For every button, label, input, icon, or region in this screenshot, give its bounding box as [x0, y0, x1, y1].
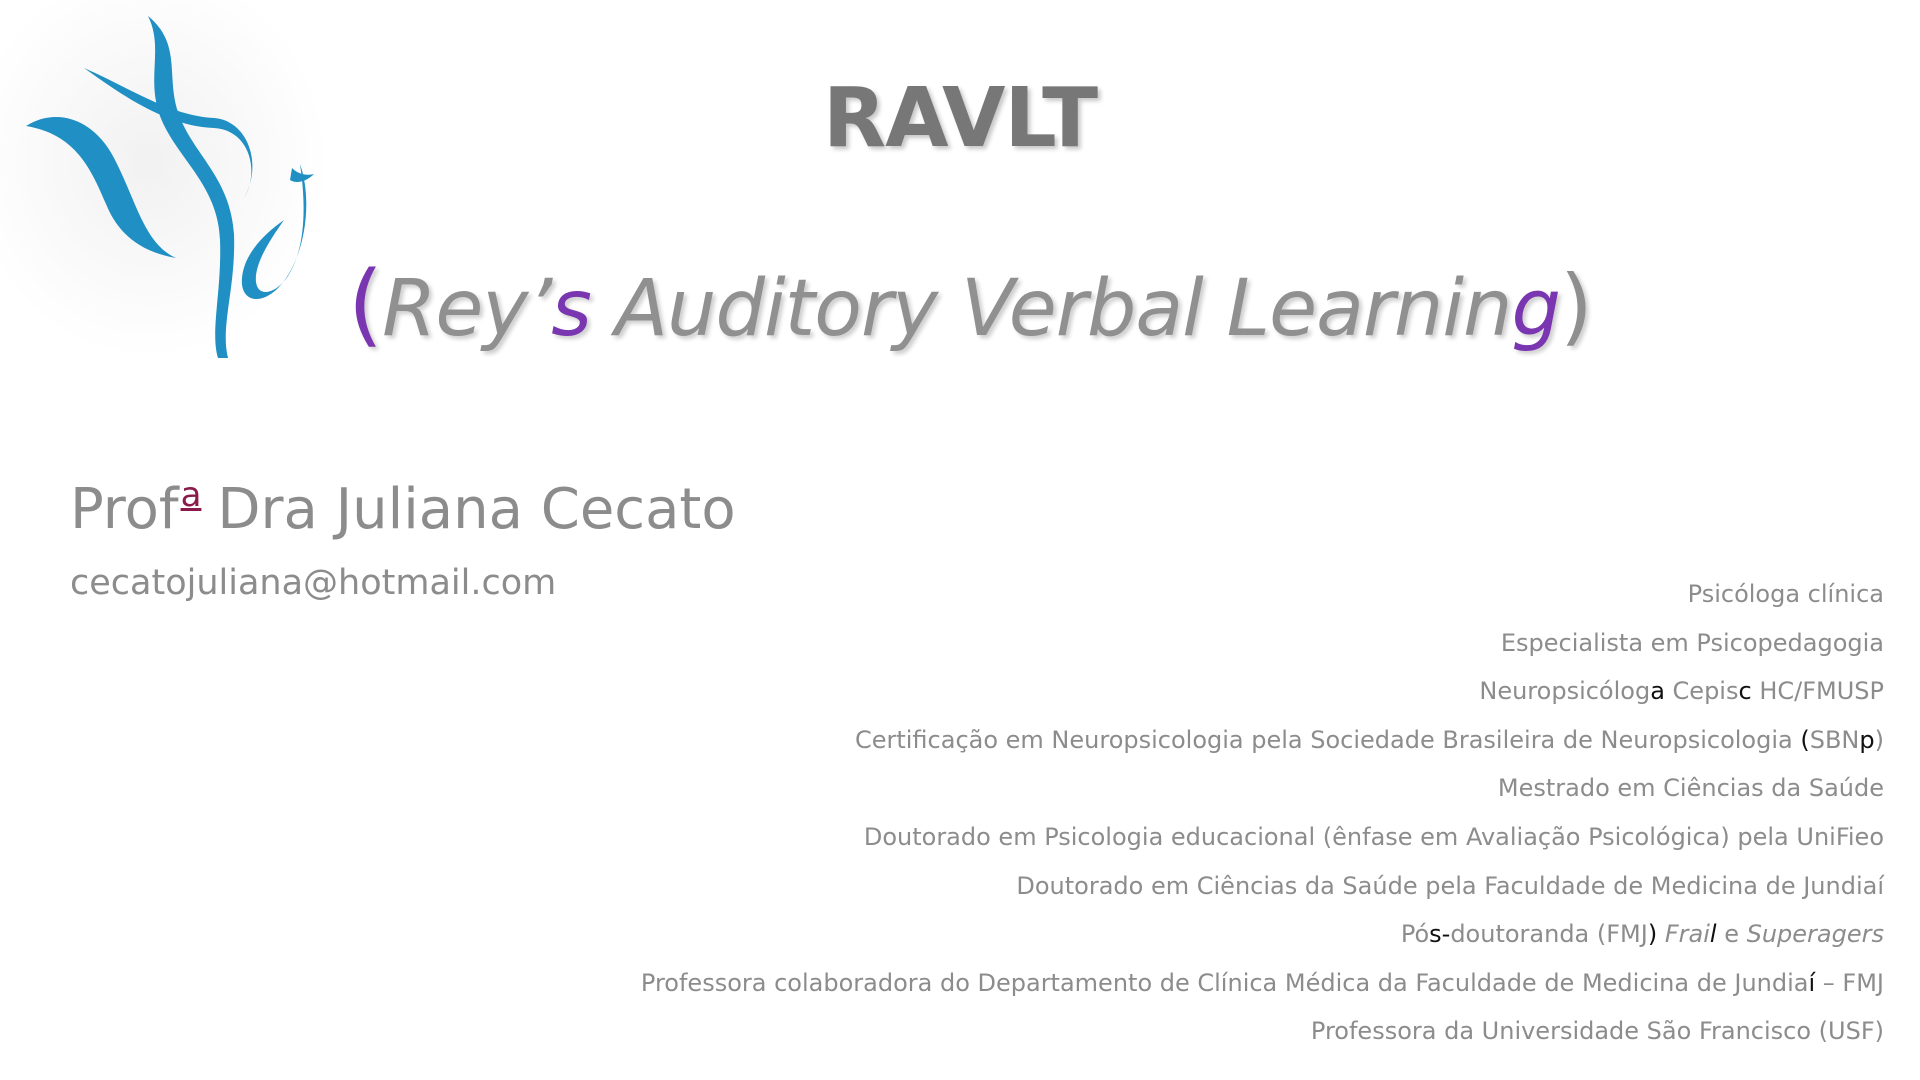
- page-subtitle: [348, 252, 1768, 357]
- subtitle-open-paren: (: [348, 252, 383, 357]
- subtitle-part-1: Rey’: [382, 264, 552, 354]
- credential-item: Doutorado em Psicologia educacional (ênfase em Avaliação Psicológica) pela UniFieo: [863, 822, 1884, 851]
- credential-text: í: [1808, 968, 1816, 997]
- subtitle-s-char: s: [551, 264, 591, 354]
- author-superscript: a: [180, 475, 202, 515]
- credential-text: c: [1738, 677, 1752, 706]
- credential-text: HC/FMUSP: [1751, 677, 1884, 706]
- author-email: cecatojuliana@hotmail.com: [70, 563, 557, 603]
- credential-text: (: [1800, 725, 1810, 754]
- credential-text: [1657, 920, 1665, 948]
- credential-text: doutoranda (FMJ: [1450, 920, 1648, 949]
- credential-text: Neuropsicólog: [1479, 677, 1651, 706]
- credential-text: ): [1874, 725, 1884, 754]
- credential-text: s-: [1429, 920, 1451, 949]
- credential-text: Frai: [1664, 920, 1710, 949]
- credential-text: Cepis: [1664, 677, 1739, 706]
- credential-text: ): [1647, 920, 1658, 949]
- credential-text: Certificação em Neuropsicologia pela Sociedade Brasileira de Neuropsicologia: [854, 725, 1801, 754]
- credentials-list: [484, 570, 1884, 1056]
- credential-item: Mestrado em Ciências da Saúde: [1497, 774, 1884, 803]
- credential-text: Pó: [1400, 920, 1430, 949]
- credential-item: [484, 910, 1884, 959]
- subtitle-g-char: g: [1511, 264, 1560, 354]
- credential-text: e: [1716, 920, 1747, 949]
- credential-item: [484, 667, 1884, 716]
- credential-text: – FMJ: [1815, 968, 1884, 997]
- author-fullname: Dra Juliana Cecato: [217, 477, 736, 542]
- credential-item: Psicóloga clínica: [1687, 580, 1884, 608]
- psi-logo-icon: [14, 8, 324, 358]
- credential-text: p: [1859, 725, 1875, 754]
- credential-item: [484, 716, 1884, 765]
- page-title: RAVLT: [822, 71, 1098, 166]
- credential-text: Superagers: [1746, 920, 1884, 949]
- author-prefix: Prof: [70, 477, 179, 542]
- credential-text: SBN: [1809, 725, 1860, 754]
- credential-text: a: [1650, 677, 1665, 706]
- credential-item: [484, 959, 1884, 1008]
- credential-item: Doutorado em Ciências da Saúde pela Faculdade de Medicina de Jundiaí: [1016, 871, 1884, 900]
- credential-text: Professora colaboradora do Departamento de Clínica Médica da Faculdade de Medicina de Jundia: [640, 968, 1809, 997]
- subtitle-close-paren: ): [1560, 257, 1592, 355]
- author-name: [70, 475, 736, 542]
- credential-item: Especialista em Psicopedagogia: [1500, 628, 1884, 657]
- credential-item: Professora da Universidade São Francisco (USF): [1310, 1017, 1884, 1046]
- credential-text: l: [1709, 920, 1717, 949]
- subtitle-part-2: Auditory Verbal Learnin: [590, 264, 1512, 354]
